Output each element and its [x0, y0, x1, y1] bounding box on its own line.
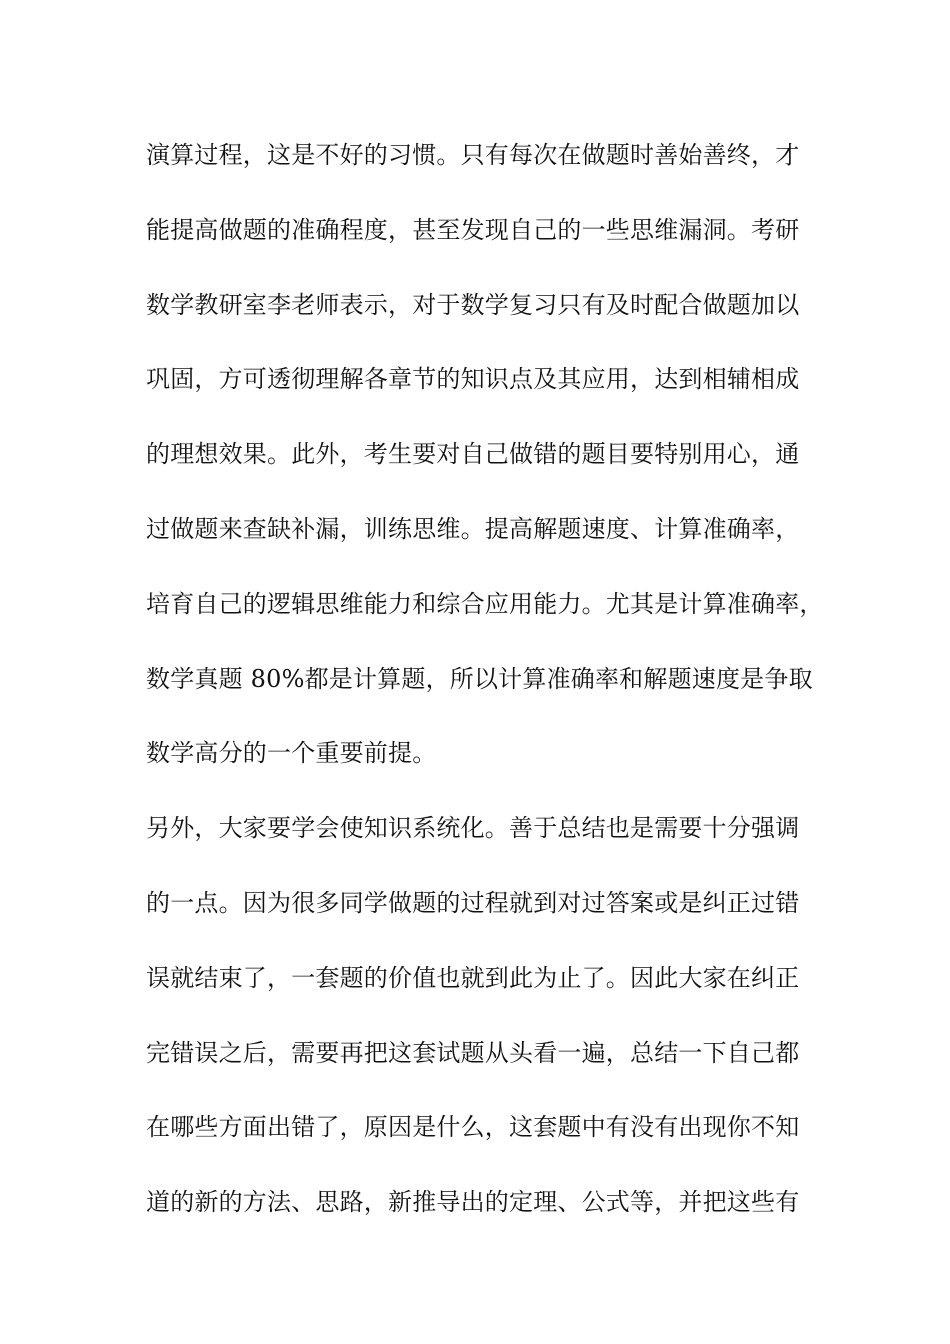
- text-line-14: 在哪些方面出错了，原因是什么，这套题中有没有出现你不知: [146, 1113, 800, 1142]
- text-line-5: 的理想效果。此外，考生要对自己做错的题目要特别用心，通: [146, 440, 800, 469]
- text-line-8: 数学真题 80%都是计算题，所以计算准确率和解题速度是争取: [146, 664, 813, 693]
- text-line-2: 能提高做题的准确程度，甚至发现自己的一些思维漏洞。考研: [146, 215, 800, 244]
- text-line-10: 另外，大家要学会使知识系统化。善于总结也是需要十分强调: [146, 814, 800, 843]
- text-line-15: 道的新的方法、思路，新推导出的定理、公式等，并把这些有: [146, 1188, 800, 1217]
- text-line-6: 过做题来查缺补漏，训练思维。提高解题速度、计算准确率，: [146, 514, 800, 543]
- text-line-12: 误就结束了，一套题的价值也就到此为止了。因此大家在纠正: [146, 963, 800, 992]
- text-line-7: 培育自己的逻辑思维能力和综合应用能力。尤其是计算准确率，: [146, 589, 824, 618]
- text-line-9: 数学高分的一个重要前提。: [146, 739, 437, 768]
- text-line-11: 的一点。因为很多同学做题的过程就到对过答案或是纠正过错: [146, 888, 800, 917]
- text-line-4: 巩固，方可透彻理解各章节的知识点及其应用，达到相辅相成: [146, 365, 800, 394]
- text-line-3: 数学教研室李老师表示，对于数学复习只有及时配合做题加以: [146, 290, 800, 319]
- body-text: [146, 136, 836, 1258]
- text-line-1: 演算过程，这是不好的习惯。只有每次在做题时善始善终，才: [146, 141, 800, 169]
- text-line-13: 完错误之后，需要再把这套试题从头看一遍，总结一下自己都: [146, 1038, 800, 1067]
